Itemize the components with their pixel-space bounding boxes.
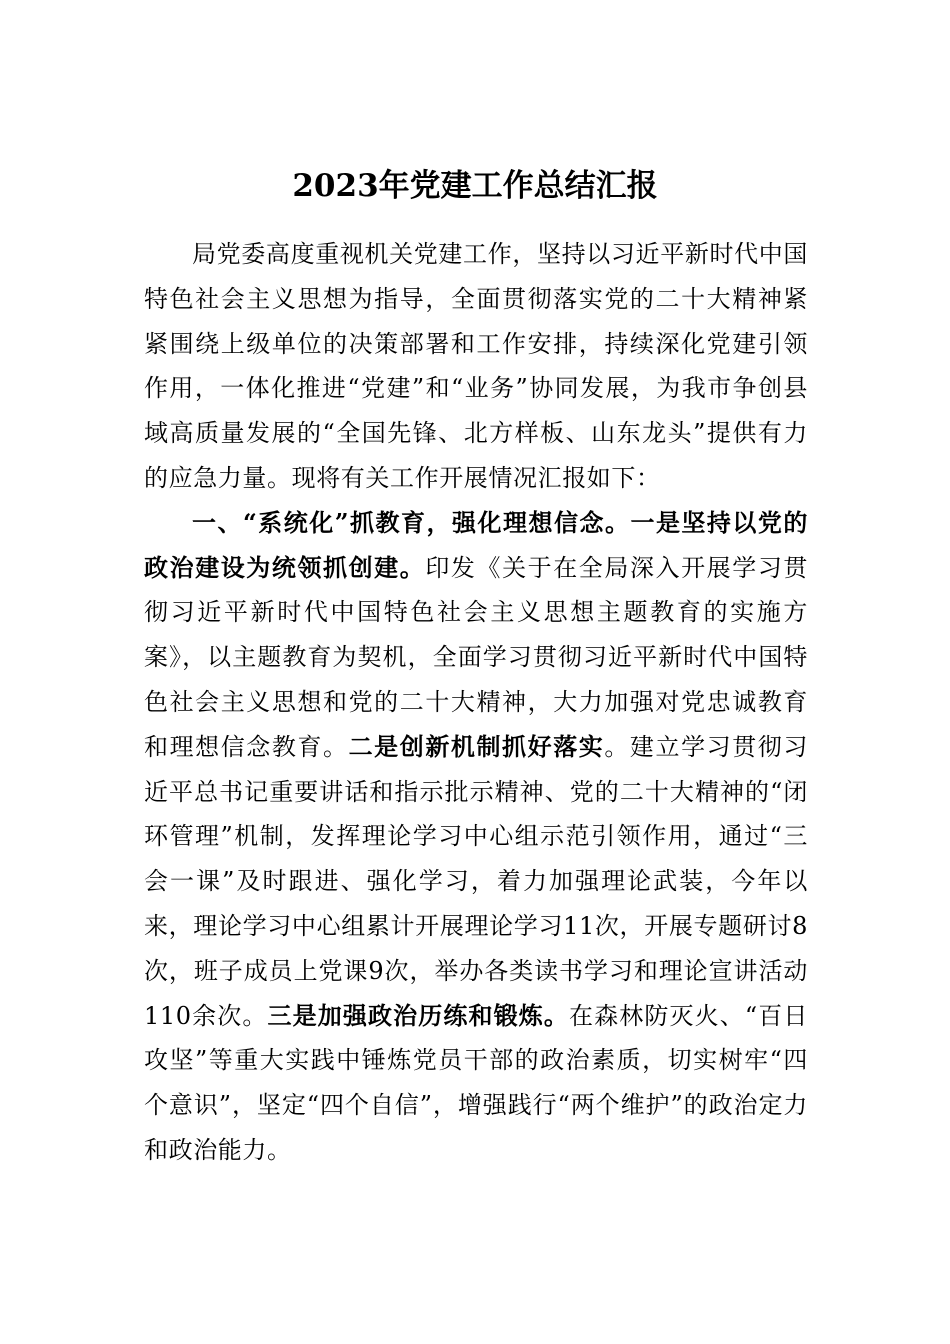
paragraph-intro bbox=[144, 232, 808, 501]
document-title: 2023年党建工作总结汇报 bbox=[292, 168, 658, 204]
subpoint-heading: 三是加强政治历练和锻炼。 bbox=[267, 1000, 569, 1030]
paragraph-section-one bbox=[144, 501, 808, 1173]
section-heading: 一、“系统化”抓教育，强化理想信念。一是坚持以党的政治建设为统领抓创建。 bbox=[144, 507, 808, 582]
document-body bbox=[144, 232, 808, 1173]
paragraph-text: 局党委高度重视机关党建工作，坚持以习近平新时代中国特色社会主义思想为指导，全面贯彻落实党的二十大精神紧紧围绕上级单位的决策部署和工作安排，持续深化党建引领作用，一体化推进“党建”和“业务”协同发展，为我市争创县域高质量发展的“全国先锋、北方样板、山东龙头”提供有力的应急力量。现将有关工作开展情况汇报如下： bbox=[144, 240, 808, 492]
paragraph-text: 在森林防灭火、“百日攻坚”等重大实践中锤炼党员干部的政治素质，切实树牢“四个意识”，坚定“四个自信”，增强践行“两个维护”的政治定力和政治能力。 bbox=[144, 1001, 808, 1164]
paragraph-text: 印发《关于在全局深入开展学习贯彻习近平新时代中国特色社会主义思想主题教育的实施方案》，以主题教育为契机，全面学习贯彻习近平新时代中国特色社会主义思想和党的二十大精神，大力加强对党忠诚教育和理想信念教育。 bbox=[144, 553, 809, 761]
paragraph-text: 。建立学习贯彻习近平总书记重要讲话和指示批示精神、党的二十大精神的“闭环管理”机制，发挥理论学习中心组示范引领作用，通过“三会一课”及时跟进、强化学习，着力加强理论武装，今年以来，理论学习中心组累计开展理论学习11次，开展专题研讨8次，班子成员上党课9次，举办各类读书学习和理论宣讲活动110余次。 bbox=[144, 732, 808, 1030]
subpoint-heading: 二是创新机制抓好落实 bbox=[348, 731, 605, 761]
